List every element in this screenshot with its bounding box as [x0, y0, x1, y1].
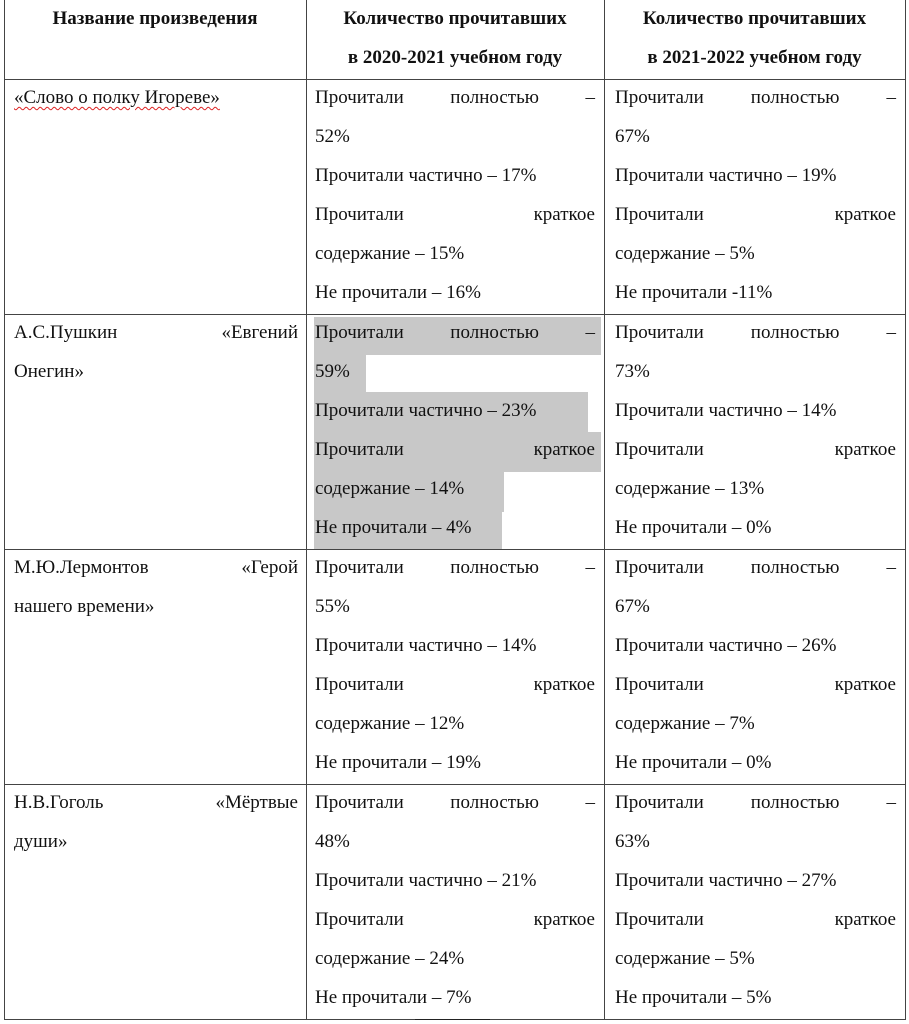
header-line: Количество прочитавших — [642, 8, 867, 29]
stat-line: Не прочитали – 0% — [615, 752, 772, 773]
work-title — [14, 78, 298, 117]
header-title — [4, 0, 306, 38]
stat-line: Не прочитали – 19% — [315, 752, 481, 773]
stat-line: 52% — [315, 126, 350, 147]
stat-line: Прочитали частично – 19% — [615, 165, 837, 186]
stats-2021 — [615, 548, 896, 782]
stat-line: Не прочитали – 7% — [315, 987, 472, 1008]
stats-2020 — [315, 313, 595, 547]
stat-line: Прочитали полностью – — [315, 322, 595, 343]
stat-line: Прочитали краткое — [615, 674, 896, 695]
stat-line: Прочитали частично – 17% — [315, 165, 537, 186]
stat-line: Не прочитали – 16% — [315, 282, 481, 303]
work-title — [14, 313, 298, 391]
title-line: Онегин» — [14, 361, 84, 382]
stat-line: 73% — [615, 361, 650, 382]
stats-2020 — [315, 548, 595, 782]
stat-line: Не прочитали – 5% — [615, 987, 772, 1008]
stat-line: Не прочитали – 0% — [615, 517, 772, 538]
table-border-col2 — [604, 0, 605, 1020]
stat-line: Прочитали краткое — [615, 204, 896, 225]
stats-2021 — [615, 783, 896, 1017]
stat-line: Прочитали полностью – — [615, 792, 896, 813]
page-fragment-mark — [415, 1019, 490, 1022]
title-line: А.С.Пушкин «Евгений — [14, 322, 298, 343]
stat-line: 67% — [615, 126, 650, 147]
stat-line: 48% — [315, 831, 350, 852]
stat-line: Прочитали полностью – — [315, 87, 595, 108]
stat-line: Прочитали краткое — [315, 439, 595, 460]
stat-line: содержание – 14% — [315, 478, 465, 499]
stat-line: содержание – 24% — [315, 948, 465, 969]
stats-2020 — [315, 78, 595, 312]
header-2021 — [604, 0, 905, 77]
stats-2021 — [615, 313, 896, 547]
stat-line: Прочитали частично – 27% — [615, 870, 837, 891]
stat-line: Прочитали краткое — [615, 909, 896, 930]
stat-line: 63% — [615, 831, 650, 852]
stat-line: Не прочитали – 4% — [315, 517, 472, 538]
stat-line: содержание – 7% — [615, 713, 755, 734]
header-line: в 2020-2021 учебном году — [347, 47, 563, 68]
stat-line: содержание – 13% — [615, 478, 765, 499]
title-text: «Слово о полку Игореве» — [14, 87, 220, 108]
stat-line: содержание – 12% — [315, 713, 465, 734]
stat-line: Прочитали полностью – — [615, 557, 896, 578]
stat-line: Прочитали частично – 14% — [315, 635, 537, 656]
title-line: М.Ю.Лермонтов «Герой — [14, 557, 298, 578]
stat-line: Прочитали краткое — [315, 909, 595, 930]
stat-line: Прочитали краткое — [615, 439, 896, 460]
header-line: Название произведения — [52, 8, 258, 29]
title-line: нашего времени» — [14, 596, 155, 617]
stat-line: Прочитали полностью – — [615, 87, 896, 108]
stat-line: содержание – 5% — [615, 243, 755, 264]
title-line: Н.В.Гоголь «Мёртвые — [14, 792, 298, 813]
table-border-right — [905, 0, 906, 1020]
stat-line: Прочитали полностью – — [615, 322, 896, 343]
table-border-col1 — [306, 0, 307, 1020]
stat-line: Не прочитали -11% — [615, 282, 773, 303]
stat-line: содержание – 5% — [615, 948, 755, 969]
work-title — [14, 548, 298, 626]
title-line: души» — [14, 831, 68, 852]
stat-line: Прочитали краткое — [315, 674, 595, 695]
stat-line: Прочитали частично – 26% — [615, 635, 837, 656]
stat-line: Прочитали частично – 23% — [315, 400, 537, 421]
stat-line: Прочитали частично – 14% — [615, 400, 837, 421]
stat-line: Прочитали краткое — [315, 204, 595, 225]
header-line: Количество прочитавших — [343, 8, 567, 29]
title-line — [14, 78, 298, 117]
stat-line: Прочитали частично – 21% — [315, 870, 537, 891]
stat-line: 59% — [315, 361, 350, 382]
stat-line: 67% — [615, 596, 650, 617]
stat-line: Прочитали полностью – — [315, 557, 595, 578]
header-2020 — [306, 0, 604, 77]
stat-line: содержание – 15% — [315, 243, 465, 264]
header-line: в 2021-2022 учебном году — [647, 47, 862, 68]
stats-2021 — [615, 78, 896, 312]
stats-2020 — [315, 783, 595, 1017]
table-border-left — [4, 0, 5, 1020]
stat-line: Прочитали полностью – — [315, 792, 595, 813]
work-title — [14, 783, 298, 861]
stat-line: 55% — [315, 596, 350, 617]
